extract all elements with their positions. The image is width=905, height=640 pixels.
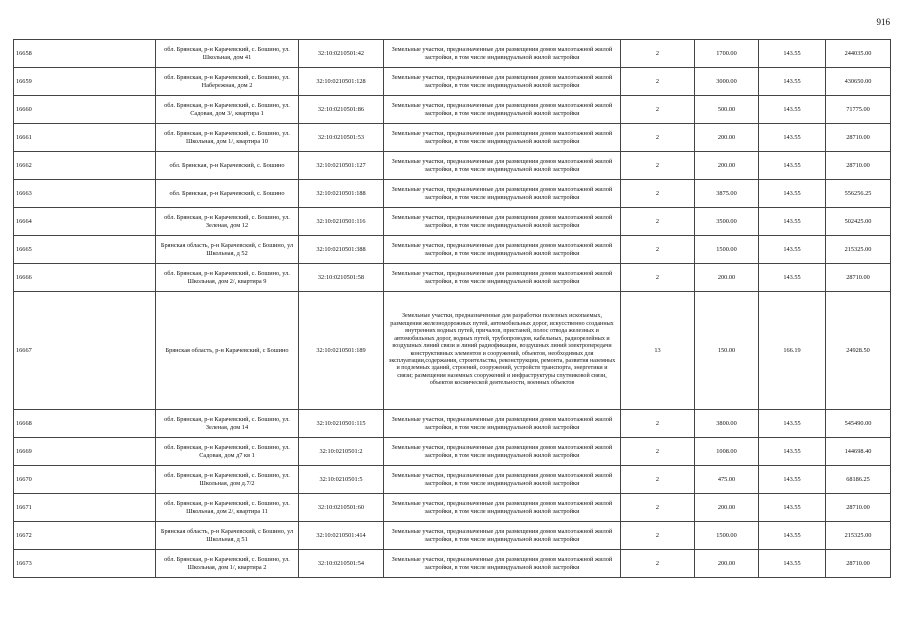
address-cell: обл. Брянская, р-н Карачевский, с. Бошино, ул. Садовая, дом д7 кв 1 [156, 438, 299, 466]
cadastral-number-cell: 32:10:0210501:127 [299, 152, 384, 180]
row-number: 16671 [14, 494, 156, 522]
address-cell: обл. Брянская, р-н Карачевский, с. Бошино, ул. Набережная, дом 2 [156, 68, 299, 96]
specific-value-cell: 143.55 [759, 152, 826, 180]
cadastral-value-cell: 545490.00 [826, 410, 891, 438]
category-code-cell: 2 [621, 466, 695, 494]
cadastral-value-cell: 28710.00 [826, 550, 891, 578]
row-number: 16670 [14, 466, 156, 494]
permitted-use-cell: Земельные участки, предназначенные для размещения домов малоэтажной жилой застройки, в том числе индивидуальной жилой застройки [384, 264, 621, 292]
specific-value-cell: 143.55 [759, 236, 826, 264]
page-number: 916 [876, 17, 890, 27]
row-number: 16673 [14, 550, 156, 578]
specific-value-cell: 143.55 [759, 264, 826, 292]
row-number: 16660 [14, 96, 156, 124]
row-number: 16662 [14, 152, 156, 180]
table-row [14, 466, 891, 494]
table-row [14, 180, 891, 208]
table-row [14, 292, 891, 410]
permitted-use-cell: Земельные участки, предназначенные для размещения домов малоэтажной жилой застройки, в том числе индивидуальной жилой застройки [384, 40, 621, 68]
address-cell: Брянская область, р-н Карачевский, с Бошино, ул Школьная, д 51 [156, 522, 299, 550]
cadastral-number-cell: 32:10:0210501:115 [299, 410, 384, 438]
area-cell: 475.00 [695, 466, 759, 494]
specific-value-cell: 143.55 [759, 466, 826, 494]
table-row [14, 124, 891, 152]
cadastral-value-cell: 28710.00 [826, 494, 891, 522]
specific-value-cell: 143.55 [759, 40, 826, 68]
specific-value-cell: 143.55 [759, 494, 826, 522]
address-cell: обл. Брянская, р-н Карачевский, с. Бошино, ул. Школьная, дом 1/, квартира 2 [156, 550, 299, 578]
table-row [14, 264, 891, 292]
category-code-cell: 13 [621, 292, 695, 410]
specific-value-cell: 143.55 [759, 124, 826, 152]
permitted-use-cell: Земельные участки, предназначенные для размещения домов малоэтажной жилой застройки, в том числе индивидуальной жилой застройки [384, 180, 621, 208]
area-cell: 1700.00 [695, 40, 759, 68]
cadastral-value-cell: 502425.00 [826, 208, 891, 236]
area-cell: 200.00 [695, 494, 759, 522]
table-row [14, 152, 891, 180]
row-number: 16665 [14, 236, 156, 264]
table-row [14, 236, 891, 264]
permitted-use-cell: Земельные участки, предназначенные для размещения домов малоэтажной жилой застройки, в том числе индивидуальной жилой застройки [384, 236, 621, 264]
category-code-cell: 2 [621, 494, 695, 522]
permitted-use-cell: Земельные участки, предназначенные для размещения домов малоэтажной жилой застройки, в том числе индивидуальной жилой застройки [384, 438, 621, 466]
cadastral-number-cell: 32:10:0210501:60 [299, 494, 384, 522]
category-code-cell: 2 [621, 96, 695, 124]
cadastral-value-cell: 215325.00 [826, 522, 891, 550]
specific-value-cell: 143.55 [759, 68, 826, 96]
specific-value-cell: 143.55 [759, 96, 826, 124]
address-cell: обл. Брянская, р-н Карачевский, с. Бошино, ул. Школьная, дом 2/, квартира 9 [156, 264, 299, 292]
row-number: 16672 [14, 522, 156, 550]
row-number: 16666 [14, 264, 156, 292]
row-number: 16668 [14, 410, 156, 438]
area-cell: 3800.00 [695, 410, 759, 438]
table-row [14, 40, 891, 68]
cadastral-number-cell: 32:10:0210501:5 [299, 466, 384, 494]
category-code-cell: 2 [621, 438, 695, 466]
table-body [14, 40, 891, 578]
address-cell: обл. Брянская, р-н Карачевский, с. Бошино [156, 180, 299, 208]
cadastral-number-cell: 32:10:0210501:53 [299, 124, 384, 152]
table-row [14, 494, 891, 522]
permitted-use-cell: Земельные участки, предназначенные для размещения домов малоэтажной жилой застройки, в том числе индивидуальной жилой застройки [384, 550, 621, 578]
row-number: 16669 [14, 438, 156, 466]
address-cell: обл. Брянская, р-н Карачевский, с. Бошино, ул. Зеленая, дом 12 [156, 208, 299, 236]
category-code-cell: 2 [621, 236, 695, 264]
cadastral-value-cell: 71775.00 [826, 96, 891, 124]
address-cell: обл. Брянская, р-н Карачевский, с. Бошино, ул. Зеленая, дом 14 [156, 410, 299, 438]
cadastral-value-cell: 28710.00 [826, 124, 891, 152]
permitted-use-cell: Земельные участки, предназначенные для размещения домов малоэтажной жилой застройки, в том числе индивидуальной жилой застройки [384, 466, 621, 494]
table-row [14, 208, 891, 236]
cadastral-value-cell: 556256.25 [826, 180, 891, 208]
table-row [14, 410, 891, 438]
area-cell: 3875.00 [695, 180, 759, 208]
category-code-cell: 2 [621, 68, 695, 96]
cadastral-value-cell: 68186.25 [826, 466, 891, 494]
address-cell: обл. Брянская, р-н Карачевский, с. Бошино, ул. Школьная, дом 41 [156, 40, 299, 68]
category-code-cell: 2 [621, 152, 695, 180]
row-number: 16661 [14, 124, 156, 152]
permitted-use-cell: Земельные участки, предназначенные для размещения домов малоэтажной жилой застройки, в том числе индивидуальной жилой застройки [384, 68, 621, 96]
cadastral-number-cell: 32:10:0210501:86 [299, 96, 384, 124]
area-cell: 1008.00 [695, 438, 759, 466]
permitted-use-cell: Земельные участки, предназначенные для размещения домов малоэтажной жилой застройки, в том числе индивидуальной жилой застройки [384, 522, 621, 550]
table-row [14, 68, 891, 96]
category-code-cell: 2 [621, 180, 695, 208]
cadastral-value-cell: 24928.50 [826, 292, 891, 410]
table-row [14, 550, 891, 578]
cadastral-number-cell: 32:10:0210501:188 [299, 180, 384, 208]
permitted-use-cell: Земельные участки, предназначенные для разработки полезных ископаемых, размещения железнодорожных путей, автомобильных дорог, искусственно созданных внутренних водных путей, причалов, пристаней, полос отвода железных и автомобильных дорог, водных путей, трубопроводов, кабельных, радиорелейных и воздушных линий связи и линий радиофикации, воздушных линий электропередачи конструктивных элементов и сооружений, объектов, необходимых для эксплуатации,содержания, строительства, реконструкции, ремонта, развития наземных и подземных зданий, строений, сооружений, устройств транспорта, энергетики и связи; размещения наземных сооружений и инфраструктуры спутниковой связи, объектов космической деятельности, военных объектов [384, 292, 621, 410]
permitted-use-cell: Земельные участки, предназначенные для размещения домов малоэтажной жилой застройки, в том числе индивидуальной жилой застройки [384, 410, 621, 438]
area-cell: 200.00 [695, 124, 759, 152]
specific-value-cell: 143.55 [759, 522, 826, 550]
cadastral-number-cell: 32:10:0210501:54 [299, 550, 384, 578]
cadastral-value-cell: 244035.00 [826, 40, 891, 68]
area-cell: 1500.00 [695, 236, 759, 264]
area-cell: 150.00 [695, 292, 759, 410]
permitted-use-cell: Земельные участки, предназначенные для размещения домов малоэтажной жилой застройки, в том числе индивидуальной жилой застройки [384, 208, 621, 236]
cadastral-number-cell: 32:10:0210501:42 [299, 40, 384, 68]
table-row [14, 96, 891, 124]
address-cell: обл. Брянская, р-н Карачевский, с. Бошино, ул. Школьная, дом 2/, квартира 11 [156, 494, 299, 522]
area-cell: 500.00 [695, 96, 759, 124]
cadastral-number-cell: 32:10:0210501:58 [299, 264, 384, 292]
area-cell: 200.00 [695, 264, 759, 292]
address-cell: обл. Брянская, р-н Карачевский, с. Бошино [156, 152, 299, 180]
address-cell: обл. Брянская, р-н Карачевский, с. Бошино, ул. Садовая, дом 3/, квартира 1 [156, 96, 299, 124]
specific-value-cell: 143.55 [759, 410, 826, 438]
specific-value-cell: 143.55 [759, 438, 826, 466]
category-code-cell: 2 [621, 40, 695, 68]
cadastral-value-cell: 430650.00 [826, 68, 891, 96]
address-cell: обл. Брянская, р-н Карачевский, с. Бошино, ул. Школьная, дом д.7/2 [156, 466, 299, 494]
area-cell: 200.00 [695, 550, 759, 578]
cadastral-number-cell: 32:10:0210501:388 [299, 236, 384, 264]
category-code-cell: 2 [621, 410, 695, 438]
cadastral-value-cell: 215325.00 [826, 236, 891, 264]
permitted-use-cell: Земельные участки, предназначенные для размещения домов малоэтажной жилой застройки, в том числе индивидуальной жилой застройки [384, 96, 621, 124]
row-number: 16659 [14, 68, 156, 96]
table-row [14, 522, 891, 550]
area-cell: 200.00 [695, 152, 759, 180]
specific-value-cell: 143.55 [759, 180, 826, 208]
specific-value-cell: 143.55 [759, 550, 826, 578]
area-cell: 3000.00 [695, 68, 759, 96]
area-cell: 1500.00 [695, 522, 759, 550]
land-registry-table [13, 39, 891, 578]
cadastral-value-cell: 28710.00 [826, 264, 891, 292]
row-number: 16663 [14, 180, 156, 208]
permitted-use-cell: Земельные участки, предназначенные для размещения домов малоэтажной жилой застройки, в том числе индивидуальной жилой застройки [384, 494, 621, 522]
cadastral-number-cell: 32:10:0210501:2 [299, 438, 384, 466]
category-code-cell: 2 [621, 264, 695, 292]
address-cell: Брянская область, р-н Карачевский, с Бошино [156, 292, 299, 410]
permitted-use-cell: Земельные участки, предназначенные для размещения домов малоэтажной жилой застройки, в том числе индивидуальной жилой застройки [384, 152, 621, 180]
row-number: 16664 [14, 208, 156, 236]
row-number: 16667 [14, 292, 156, 410]
table-row [14, 438, 891, 466]
specific-value-cell: 143.55 [759, 208, 826, 236]
cadastral-value-cell: 144698.40 [826, 438, 891, 466]
specific-value-cell: 166.19 [759, 292, 826, 410]
category-code-cell: 2 [621, 208, 695, 236]
row-number: 16658 [14, 40, 156, 68]
cadastral-number-cell: 32:10:0210501:414 [299, 522, 384, 550]
area-cell: 3500.00 [695, 208, 759, 236]
cadastral-number-cell: 32:10:0210501:128 [299, 68, 384, 96]
category-code-cell: 2 [621, 550, 695, 578]
cadastral-value-cell: 28710.00 [826, 152, 891, 180]
category-code-cell: 2 [621, 124, 695, 152]
permitted-use-cell: Земельные участки, предназначенные для размещения домов малоэтажной жилой застройки, в том числе индивидуальной жилой застройки [384, 124, 621, 152]
category-code-cell: 2 [621, 522, 695, 550]
address-cell: Брянская область, р-н Карачевский, с Бошино, ул Школьная, д 52 [156, 236, 299, 264]
address-cell: обл. Брянская, р-н Карачевский, с. Бошино, ул. Школьная, дом 1/, квартира 10 [156, 124, 299, 152]
cadastral-number-cell: 32:10:0210501:116 [299, 208, 384, 236]
cadastral-number-cell: 32:10:0210501:189 [299, 292, 384, 410]
